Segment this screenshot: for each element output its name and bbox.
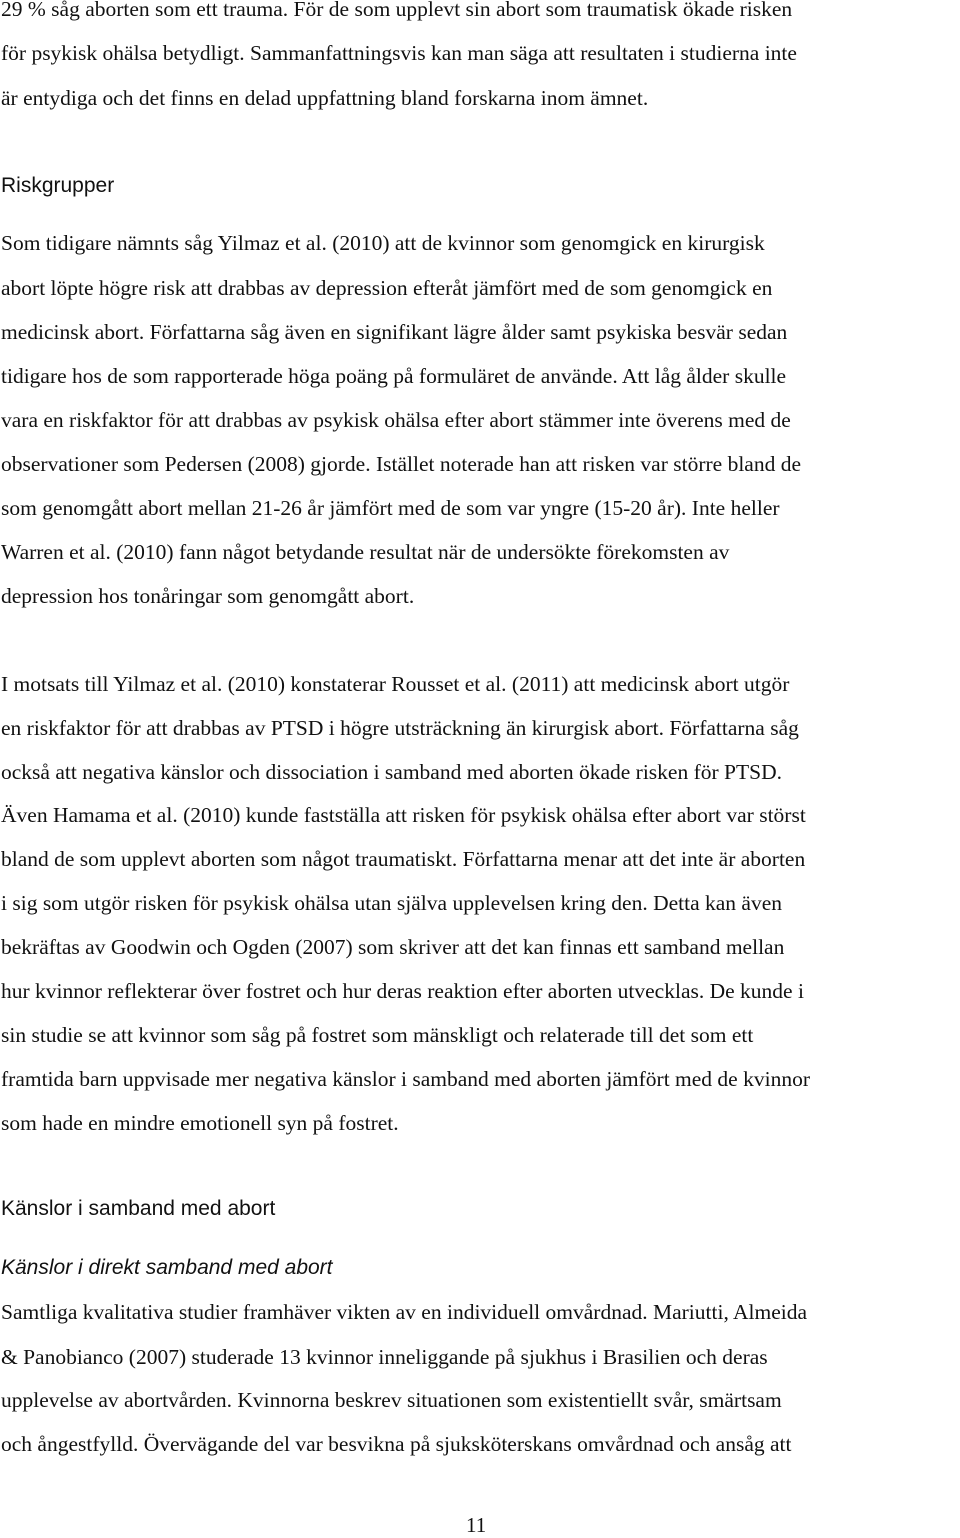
text-line: & Panobianco (2007) studerade 13 kvinnor inneliggande på sjukhus i Brasilien och deras — [1, 1345, 768, 1369]
text-line: är entydiga och det finns en delad uppfattning bland forskarna inom ämnet. — [1, 86, 649, 110]
text-line: Som tidigare nämnts såg Yilmaz et al. (2010) att de kvinnor som genomgick en kirurgisk — [1, 231, 765, 255]
text-line: också att negativa känslor och dissociation i samband med aborten ökade risken för PTSD. — [1, 760, 782, 784]
text-line: hur kvinnor reflekterar över fostret och hur deras reaktion efter aborten utvecklas. De kunde i — [1, 979, 804, 1003]
text-line: bland de som upplevt aborten som något traumatiskt. Författarna menar att det inte är aborten — [1, 847, 806, 871]
text-line: Även Hamama et al. (2010) kunde fastställa att risken för psykisk ohälsa efter abort var störst — [1, 803, 806, 827]
text-line: I motsats till Yilmaz et al. (2010) konstaterar Rousset et al. (2011) att medicinsk abort utgör — [1, 672, 790, 696]
text-line: bekräftas av Goodwin och Ogden (2007) som skriver att det kan finnas ett samband mellan — [1, 935, 785, 959]
text-line: depression hos tonåringar som genomgått abort. — [1, 584, 415, 608]
subsection-heading-direkt: Känslor i direkt samband med abort — [1, 1256, 333, 1279]
text-line: upplevelse av abortvården. Kvinnorna beskrev situationen som existentiellt svår, smärtsam — [1, 1388, 782, 1412]
text-line: och ångestfylld. Övervägande del var besvikna på sjuksköterskans omvårdnad och ansåg att — [1, 1432, 792, 1456]
text-line: framtida barn uppvisade mer negativa känslor i samband med aborten jämfört med de kvinnor — [1, 1067, 810, 1091]
text-line: i sig som utgör risken för psykisk ohälsa utan själva upplevelsen kring den. Detta kan även — [1, 891, 783, 915]
page-number: 11 — [466, 1513, 487, 1537]
section-heading-riskgrupper: Riskgrupper — [1, 174, 115, 197]
text-line: för psykisk ohälsa betydligt. Sammanfattningsvis kan man säga att resultaten i studierna inte — [1, 41, 797, 65]
text-line: som genomgått abort mellan 21-26 år jämfört med de som var yngre (15-20 år). Inte heller — [1, 496, 780, 520]
text-line: 29 % såg aborten som ett trauma. För de som upplevt sin abort som traumatisk ökade risken — [1, 0, 793, 21]
text-line: tidigare hos de som rapporterade höga poäng på formuläret de använde. Att låg ålder skulle — [1, 364, 787, 388]
text-line: Samtliga kvalitativa studier framhäver vikten av en individuell omvårdnad. Mariutti, Almeida — [1, 1300, 808, 1324]
text-line: sin studie se att kvinnor som såg på fostret som mänskligt och relaterade till det som ett — [1, 1023, 754, 1047]
text-line: Warren et al. (2010) fann något betydande resultat när de undersökte förekomsten av — [1, 540, 730, 564]
text-line: medicinsk abort. Författarna såg även en signifikant lägre ålder samt psykiska besvär sedan — [1, 320, 788, 344]
section-heading-kanslor: Känslor i samband med abort — [1, 1197, 276, 1220]
text-line: som hade en mindre emotionell syn på fostret. — [1, 1111, 399, 1135]
text-line: abort löpte högre risk att drabbas av depression efteråt jämfört med de som genomgick en — [1, 276, 773, 300]
text-line: vara en riskfaktor för att drabbas av psykisk ohälsa efter abort stämmer inte överens med de — [1, 408, 791, 432]
text-line: en riskfaktor för att drabbas av PTSD i högre utsträckning än kirurgisk abort. Författarna såg — [1, 716, 799, 740]
text-line: observationer som Pedersen (2008) gjorde. Istället noterade han att risken var större bland de — [1, 452, 802, 476]
